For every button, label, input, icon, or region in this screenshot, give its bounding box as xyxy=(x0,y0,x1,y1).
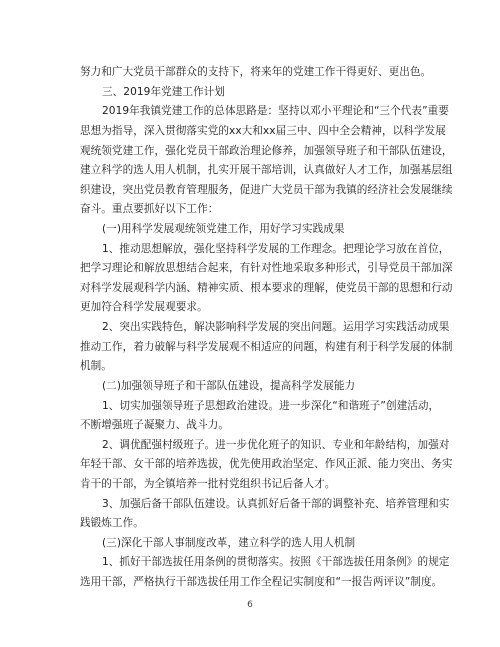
text-line: 肯干的干部，为全镇培养一批村党组织书记后备人才。 xyxy=(80,477,336,490)
text-line: 年轻干部、女干部的培养选拔，优先使用政治坚定、作风正派、能力突出、务实 xyxy=(80,458,453,471)
text-line: 不断增强班子凝聚力、战斗力。 xyxy=(80,419,230,432)
text-line: 推动工作，着力破解与科学发展观不相适应的问题，构建有利于科学发展的体制 xyxy=(80,340,453,353)
text-line: 践锻炼工作。 xyxy=(80,517,144,530)
text-line: 奋斗。重点要抓好以下工作： xyxy=(80,203,219,216)
page-number: 6 xyxy=(247,600,253,610)
text-line: 织建设，突出党员教育管理服务，促进广大党员干部为我镇的经济社会发展继续 xyxy=(80,183,453,196)
text-line: 努力和广大党员干部群众的支持下，将来年的党建工作干得更好、更出色。 xyxy=(80,66,432,78)
text-line: 2、调优配强村级班子。进一步优化班子的知识、专业和年龄结构，加强对 xyxy=(102,438,450,451)
subsection-heading: (二)加强领导班子和干部队伍建设，提高科学发展能力 xyxy=(102,379,356,392)
text-line: 2、突出实践特色，解决影响科学发展的突出问题。运用学习实践活动成果 xyxy=(102,321,450,333)
text-line: 思想为指导，深入贯彻落实党的xx大和xx届三中、四中全会精神，以科学发展 xyxy=(80,124,446,137)
text-line: 机制。 xyxy=(80,360,112,373)
text-line: 1、抓好干部选拔任用条例的贯彻落实。按照《干部选拔任用条例》的规定 xyxy=(102,556,450,569)
text-line: 3、加强后备干部队伍建设。认真抓好后备干部的调整补充、培养管理和实 xyxy=(102,497,450,510)
subsection-heading: (三)深化干部人事制度改革，建立科学的选人用人机制 xyxy=(102,536,356,549)
text-line: 2019年我镇党建工作的总体思路是：坚持以邓小平理论和“三个代表”重要 xyxy=(102,105,449,118)
text-line: 更加符合科学发展观要求。 xyxy=(80,301,208,314)
text-line: 把学习理论和解放思想结合起来，有针对性地采取多种形式，引导党员干部加深 xyxy=(80,262,453,275)
text-line: 1、推动思想解放，强化坚持科学发展的工作理念。把理论学习放在首位， xyxy=(102,242,450,255)
text-line: 1、切实加强领导班子思想政治建设。进一步深化“和谐班子”创建活动， xyxy=(102,399,440,412)
text-line: 对科学发展观科学内涵、精神实质、根本要求的理解，使党员干部的思想和行动 xyxy=(80,281,453,294)
subsection-heading: (一)用科学发展观统领党建工作，用好学习实践成果 xyxy=(102,222,345,235)
text-line: 选用干部，严格执行干部选拔任用工作全程记实制度和“一报告两评议”制度。 xyxy=(80,576,443,588)
section-heading: 三、2019年党建工作计划 xyxy=(102,85,225,98)
text-line: 建立科学的选人用人机制，扎实开展干部培训，认真做好人才工作，加强基层组 xyxy=(80,164,453,177)
text-line: 观统领党建工作，强化党员干部政治理论修养，加强领导班子和干部队伍建设， xyxy=(80,144,453,157)
